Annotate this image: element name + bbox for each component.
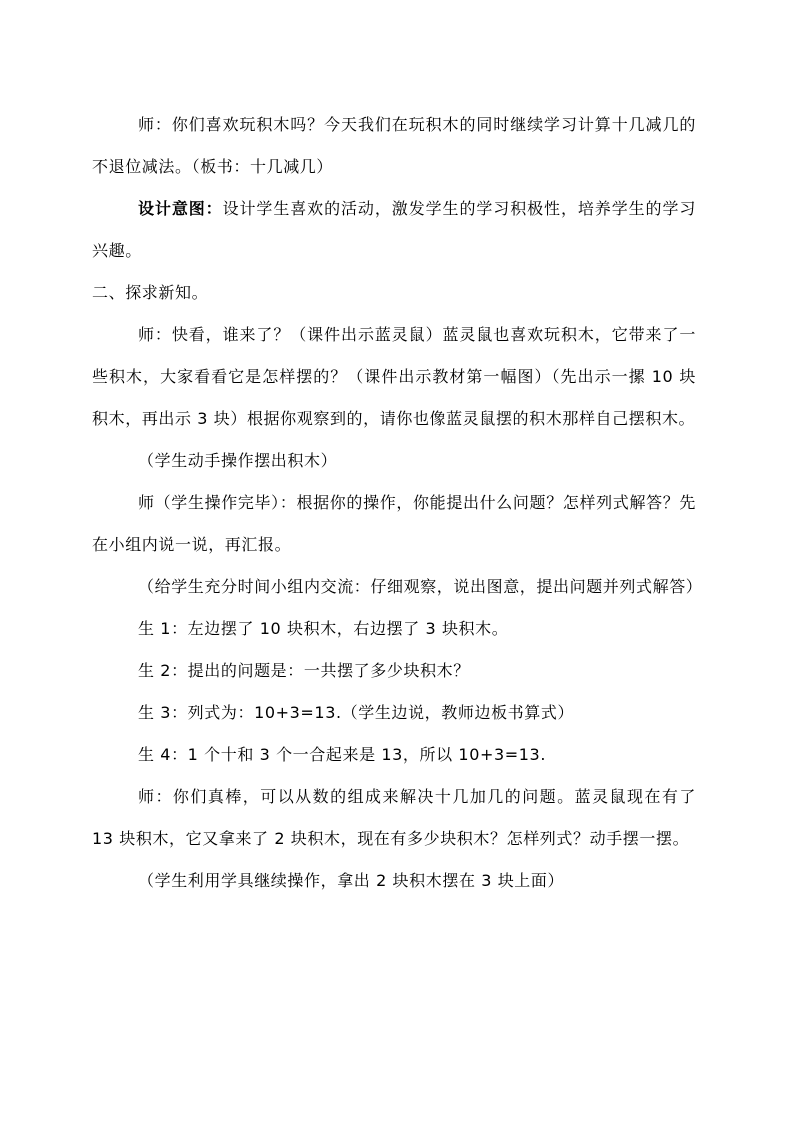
paragraph-group-discussion bbox=[92, 566, 703, 608]
paragraph-student-continue bbox=[92, 860, 696, 902]
paragraph-teacher-question bbox=[92, 482, 696, 566]
paragraph-text: 设计学生喜欢的活动，激发学生的学习积极性，培养学生的学习兴趣。 bbox=[92, 199, 696, 260]
section-heading-text: 二、探求新知。 bbox=[92, 283, 209, 302]
paragraph-text: 生 2：提出的问题是：一共摆了多少块积木？ bbox=[138, 661, 470, 680]
paragraph-text: （学生动手操作摆出积木） bbox=[138, 451, 338, 470]
paragraph-student-3 bbox=[92, 692, 696, 734]
paragraph-teacher-intro bbox=[92, 104, 696, 188]
section-heading bbox=[92, 272, 696, 314]
paragraph-text: （给学生充分时间小组内交流：仔细观察，说出图意，提出问题并列式解答） bbox=[138, 577, 703, 596]
design-intent-label: 设计意图： bbox=[138, 199, 223, 218]
paragraph-text: 生 1：左边摆了 10 块积木，右边摆了 3 块积木。 bbox=[138, 619, 509, 638]
paragraph-text: 师（学生操作完毕）：根据你的操作，你能提出什么问题？怎样列式解答？先在小组内说一说，再汇报。 bbox=[92, 493, 696, 554]
paragraph-design-intent bbox=[92, 188, 696, 272]
paragraph-text: 生 4：1 个十和 3 个一合起来是 13，所以 10+3=13. bbox=[138, 745, 547, 764]
paragraph-text: 师：你们喜欢玩积木吗？今天我们在玩积木的同时继续学习计算十几减几的不退位减法。（板书：十几减几） bbox=[92, 115, 696, 176]
paragraph-student-4 bbox=[92, 734, 696, 776]
paragraph-student-operate bbox=[92, 440, 696, 482]
paragraph-teacher-praise bbox=[92, 776, 696, 860]
document-body bbox=[92, 104, 703, 902]
paragraph-text: （学生利用学具继续操作，拿出 2 块积木摆在 3 块上面） bbox=[138, 871, 565, 890]
paragraph-student-2 bbox=[92, 650, 696, 692]
paragraph-teacher-look bbox=[92, 314, 696, 440]
paragraph-student-1 bbox=[92, 608, 696, 650]
paragraph-text: 师：你们真棒，可以从数的组成来解决十几加几的问题。蓝灵鼠现在有了 13 块积木，它又拿来了 2 块积木，现在有多少块积木？怎样列式？动手摆一摆。 bbox=[92, 787, 696, 848]
paragraph-text: 师：快看，谁来了？（课件出示蓝灵鼠）蓝灵鼠也喜欢玩积木，它带来了一些积木，大家看看它是怎样摆的？（课件出示教材第一幅图）（先出示一摞 10 块积木，再出示 3 块）根据你观察到的，请你也像蓝灵鼠摆的积木那样自己摆积木。 bbox=[92, 325, 696, 428]
paragraph-text: 生 3：列式为：10+3=13.（学生边说，教师边板书算式） bbox=[138, 703, 575, 722]
